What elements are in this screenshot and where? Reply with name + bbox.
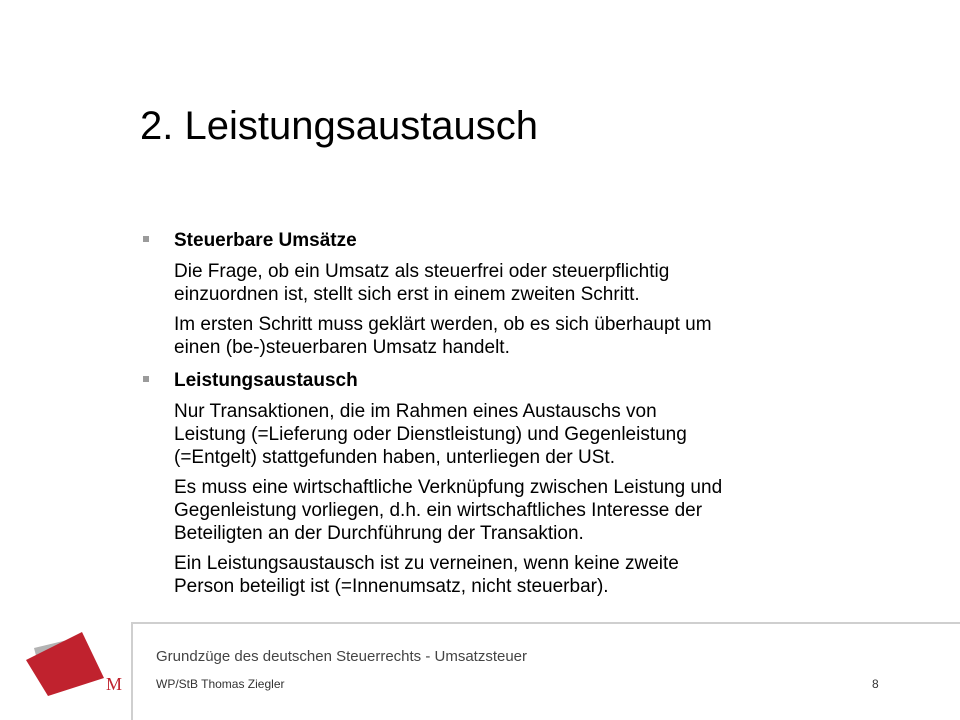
bullet-leistungsaustausch (140, 366, 900, 396)
logo-letter: M (105, 674, 123, 694)
paragraph-line: Beteiligten an der Durchführung der Transaktion. (174, 523, 584, 544)
slide-title: 2. Leistungsaustausch (140, 104, 539, 148)
paragraph (140, 476, 900, 545)
footer-title: Grundzüge des deutschen Steuerrechts - Umsatzsteuer (156, 648, 528, 665)
paragraph-line: Person beteiligt ist (=Innenumsatz, nicht steuerbar). (174, 576, 609, 597)
paragraph-line: Nur Transaktionen, die im Rahmen eines Austauschs von (174, 401, 657, 422)
page-number: 8 (872, 677, 879, 691)
square-bullet-icon (143, 236, 149, 242)
paragraph (140, 313, 900, 359)
bullet-heading: Steuerbare Umsätze (174, 230, 357, 251)
paragraph-line: Leistung (=Lieferung oder Dienstleistung) und Gegenleistung (174, 424, 687, 445)
paragraph (140, 400, 900, 469)
footer-author: WP/StB Thomas Ziegler (156, 677, 285, 691)
slide-content (140, 226, 900, 605)
footer-divider-vertical (131, 622, 133, 720)
square-bullet-icon (143, 376, 149, 382)
paragraph-line: einen (be-)steuerbaren Umsatz handelt. (174, 337, 510, 358)
paragraph-line: einzuordnen ist, stellt sich erst in einem zweiten Schritt. (174, 284, 640, 305)
bullet-heading: Leistungsaustausch (174, 370, 358, 391)
paragraph-line: Ein Leistungsaustausch ist zu verneinen, wenn keine zweite (174, 553, 679, 574)
paragraph-line: Gegenleistung vorliegen, d.h. ein wirtschaftliches Interesse der (174, 500, 703, 521)
footer-divider-horizontal (131, 622, 960, 624)
paragraph-line: Die Frage, ob ein Umsatz als steuerfrei oder steuerpflichtig (174, 261, 670, 282)
paragraph-line: Im ersten Schritt muss geklärt werden, ob es sich überhaupt um (174, 314, 712, 335)
logo-red-square (26, 632, 104, 696)
bullet-steuerbare-umsaetze (140, 226, 900, 256)
paragraph (140, 552, 900, 598)
university-logo (20, 626, 130, 696)
paragraph-line: (=Entgelt) stattgefunden haben, unterliegen der USt. (174, 447, 615, 468)
paragraph-line: Es muss eine wirtschaftliche Verknüpfung zwischen Leistung und (174, 477, 723, 498)
paragraph (140, 260, 900, 306)
